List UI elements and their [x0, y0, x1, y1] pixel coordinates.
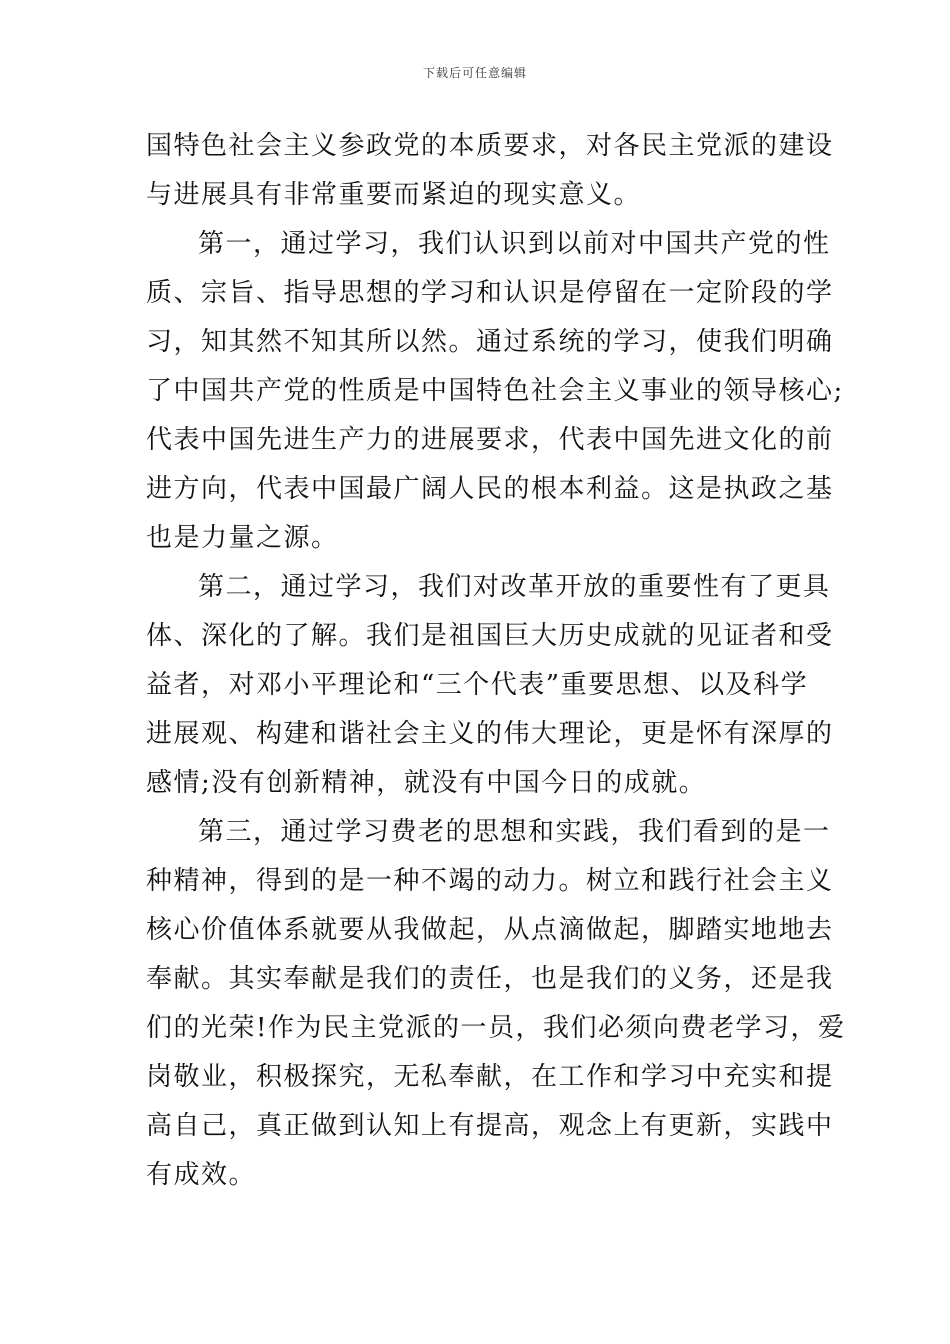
paragraph-3-line-4: 进展观、构建和谐社会主义的伟大理论，更是怀有深厚的: [146, 719, 834, 749]
paragraph-2-line-2: 质、宗旨、指导思想的学习和认识是停留在一定阶段的学: [146, 278, 834, 308]
paragraph-4-line-4: 奉献。其实奉献是我们的责任，也是我们的义务，还是我: [146, 964, 834, 994]
paragraph-4-line-8: 有成效。: [146, 1160, 257, 1190]
paragraph-4-line-6: 岗敬业，积极探究，无私奉献，在工作和学习中充实和提: [146, 1062, 834, 1092]
paragraph-3-line-5: 感情;没有创新精神，就没有中国今日的成就。: [146, 768, 707, 798]
paragraph-2-line-4: 了中国共产党的性质是中国特色社会主义事业的领导核心;: [146, 376, 844, 406]
paragraph-2-line-3: 习，知其然不知其所以然。通过系统的学习，使我们明确: [146, 327, 834, 357]
paragraph-4-line-5: 们的光荣!作为民主党派的一员，我们必须向费老学习，爱: [146, 1013, 846, 1043]
paragraph-2-line-5: 代表中国先进生产力的进展要求，代表中国先进文化的前: [146, 425, 834, 455]
paragraph-2-line-6: 进方向，代表中国最广阔人民的根本利益。这是执政之基: [146, 474, 834, 504]
paragraph-1-line-1: 国特色社会主义参政党的本质要求，对各民主党派的建设: [146, 131, 834, 161]
paragraph-4-line-1: 第三，通过学习费老的思想和实践，我们看到的是一: [198, 817, 831, 847]
paragraph-3-line-3: 益者，对邓小平理论和“三个代表”重要思想、以及科学: [146, 670, 809, 700]
paragraph-4-line-7: 高自己，真正做到认知上有提高，观念上有更新，实践中: [146, 1111, 834, 1141]
header-note: 下载后可任意编辑: [422, 66, 527, 80]
paragraph-2-line-7: 也是力量之源。: [146, 523, 339, 553]
paragraph-2-line-1: 第一，通过学习，我们认识到以前对中国共产党的性: [198, 229, 831, 259]
paragraph-4-line-2: 种精神，得到的是一种不竭的动力。树立和践行社会主义: [146, 866, 834, 896]
body-text: [146, 122, 846, 1200]
paragraph-3-line-1: 第二，通过学习，我们对改革开放的重要性有了更具: [198, 572, 831, 602]
paragraph-4-line-3: 核心价值体系就要从我做起，从点滴做起，脚踏实地地去: [146, 915, 834, 945]
paragraph-1-line-2: 与进展具有非常重要而紧迫的现实意义。: [146, 180, 642, 210]
paragraph-3-line-2: 体、深化的了解。我们是祖国巨大历史成就的见证者和受: [146, 621, 834, 651]
